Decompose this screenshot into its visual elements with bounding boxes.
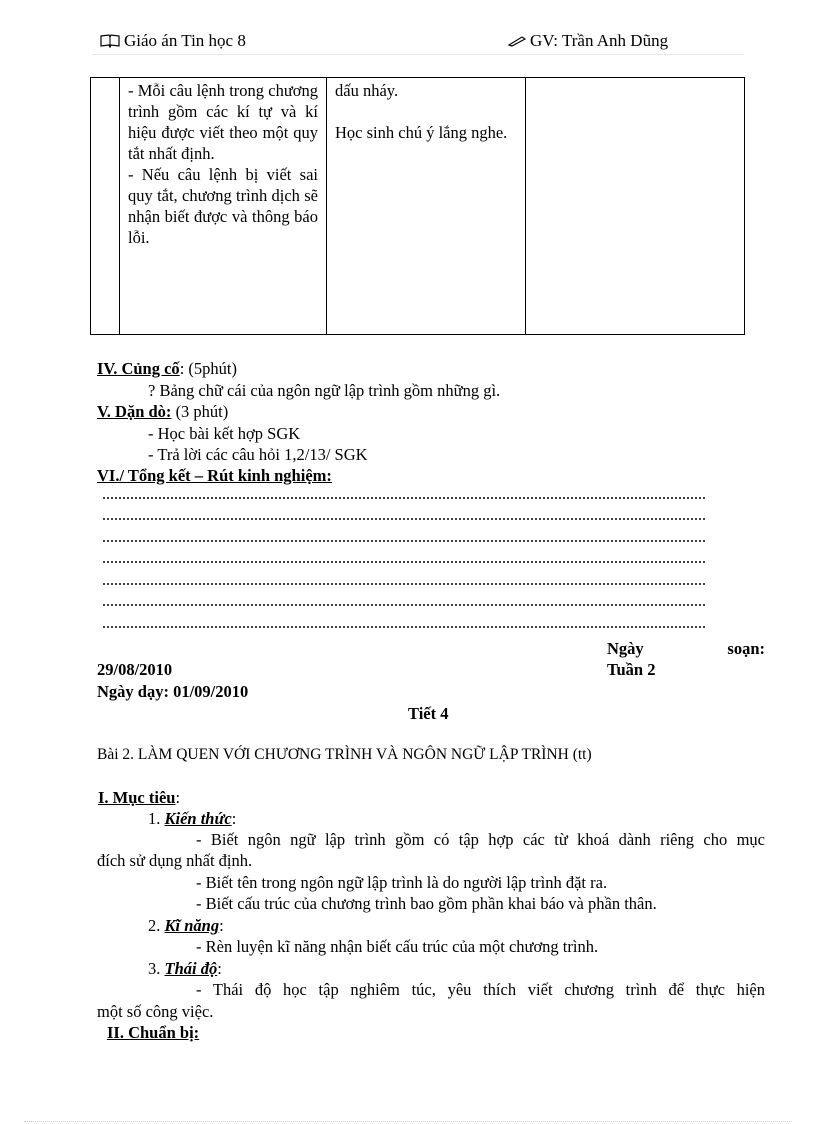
dotted-line xyxy=(102,558,706,566)
header-divider xyxy=(92,54,744,55)
header-author: GV: Trần Anh Dũng xyxy=(530,31,669,50)
ngay-day: Ngày dạy: 01/09/2010 xyxy=(97,682,249,701)
table-cell-student xyxy=(327,78,526,335)
pen-icon xyxy=(508,35,526,47)
dotted-line xyxy=(102,494,706,502)
list-item: - Thái độ học tập nghiêm túc, yêu thích viết chương trình để thực hiện xyxy=(196,980,765,999)
section-time: (3 phút) xyxy=(171,402,229,421)
list-item: - Biết cấu trúc của chương trình bao gồm phần khai báo và phần thân. xyxy=(196,894,657,913)
subsection-kienthuc: 1. Kiến thức: xyxy=(148,809,237,828)
section-title: V. Dặn dò: xyxy=(97,402,172,421)
cungco-question: ? Bảng chữ cái của ngôn ngữ lập trình gồm những gì. xyxy=(148,381,501,400)
subsection-number: 3. xyxy=(148,959,165,978)
list-item: - Rèn luyện kĩ năng nhận biết cấu trúc của một chương trình. xyxy=(196,937,599,956)
week-label: Tuần 2 xyxy=(607,660,656,679)
section-time: : (5phút) xyxy=(179,359,237,378)
page-header-left xyxy=(100,31,246,51)
list-item: - Biết tên trong ngôn ngữ lập trình là do người lập trình đặt ra. xyxy=(196,873,608,892)
book-icon xyxy=(100,34,120,48)
table-paragraph: Học sinh chú ý lắng nghe. xyxy=(335,123,508,142)
list-item: - Trả lời các câu hỏi 1,2/13/ SGK xyxy=(148,445,368,464)
list-item: - Biết ngôn ngữ lập trình gồm có tập hợp các từ khoá dành riêng cho mục xyxy=(196,830,765,849)
subsection-number: 2. xyxy=(148,916,165,935)
section-chuanbi: II. Chuẩn bị: xyxy=(107,1023,200,1042)
ngay-soan-label: Ngày soạn: xyxy=(607,639,765,658)
table-cell-empty xyxy=(91,78,120,335)
subsection-kinang: 2. Kĩ năng: xyxy=(148,916,224,935)
subsection-title: Kĩ năng xyxy=(164,916,220,935)
subsection-title: Thái độ xyxy=(164,959,218,978)
activity-table xyxy=(90,77,745,335)
section-tongket: VI./ Tổng kết – Rút kinh nghiệm: xyxy=(97,466,332,485)
subsection-number: 1. xyxy=(148,809,165,828)
table-paragraph: - Mỗi câu lệnh trong chương trình gồm các kí tự và kí hiệu được viết theo một quy tắt nhất định. xyxy=(128,81,318,163)
header-title: Giáo án Tin học 8 xyxy=(124,31,246,50)
section-colon: : xyxy=(175,788,181,807)
dotted-line xyxy=(102,601,706,609)
section-dando xyxy=(97,401,228,422)
dotted-line xyxy=(102,537,706,545)
section-title: IV. Củng cố xyxy=(97,359,180,378)
subsection-thaido: 3. Thái độ: xyxy=(148,959,222,978)
period-label: Tiết 4 xyxy=(408,704,449,723)
list-item: - Học bài kết hợp SGK xyxy=(148,424,301,443)
table-cell-content xyxy=(120,78,327,335)
ngay-soan-value: 29/08/2010 xyxy=(97,660,173,679)
dotted-line xyxy=(102,623,706,631)
table-cell-empty xyxy=(526,78,745,335)
page-header-right xyxy=(508,31,668,51)
lesson-title: Bài 2. LÀM QUEN VỚI CHƯƠNG TRÌNH VÀ NGÔN NGỮ LẬP TRÌNH (tt) xyxy=(97,746,592,763)
section-title: I. Mục tiêu xyxy=(98,788,176,807)
table-paragraph: dấu nháy. xyxy=(335,81,399,100)
section-muctieu xyxy=(98,787,180,808)
list-item-continuation: đích sử dụng nhất định. xyxy=(97,851,253,870)
section-cungco xyxy=(97,358,237,379)
table-paragraph: - Nếu câu lệnh bị viết sai quy tắt, chương trình dịch sẽ nhận biết được và thông báo lỗi. xyxy=(128,165,318,247)
dotted-line xyxy=(102,515,706,523)
dotted-line xyxy=(102,580,706,588)
subsection-title: Kiến thức xyxy=(164,809,232,828)
list-item-continuation: một số công việc. xyxy=(97,1002,214,1021)
